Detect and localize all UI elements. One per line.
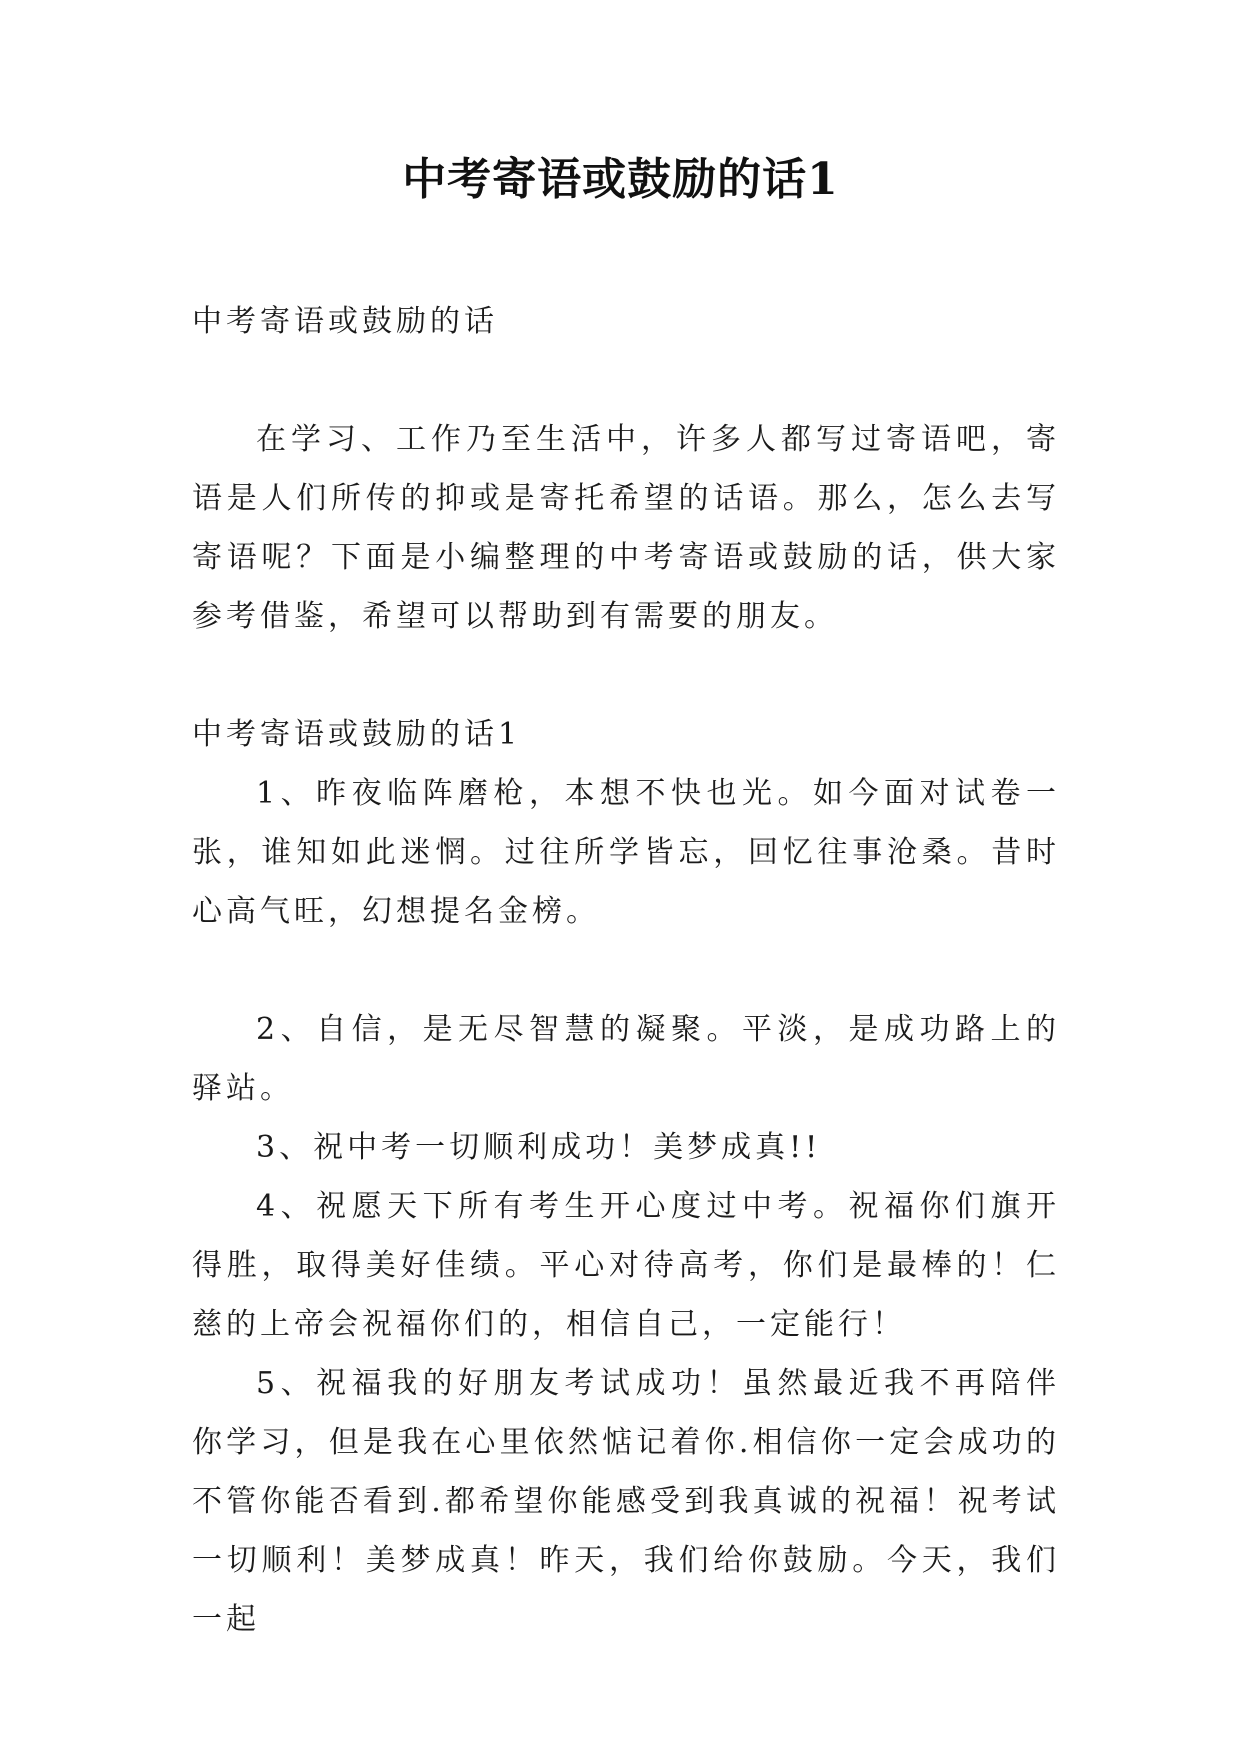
section-heading: 中考寄语或鼓励的话1	[192, 717, 522, 752]
spacer	[192, 646, 1060, 705]
list-item: 2、自信，是无尽智慧的凝聚。平淡，是成功路上的驿站。	[192, 1012, 1060, 1106]
list-item: 4、祝愿天下所有考生开心度过中考。祝福你们旗开得胜，取得美好佳绩。平心对待高考，你们是最棒的！仁慈的上帝会祝福你们的，相信自己，一定能行！	[192, 1189, 1060, 1342]
list-item: 3、祝中考一切顺利成功！美梦成真!!	[256, 1130, 822, 1165]
list-item: 5、祝福我的好朋友考试成功！虽然最近我不再陪伴你学习，但是我在心里依然惦记着你.相信你一定会成功的不管你能否看到.都希望你能感受到我真诚的祝福！祝考试一切顺利！美梦成真！昨天，我们给你鼓励。今天，我们一起	[192, 1366, 1060, 1637]
list-item: 1、昨夜临阵磨枪，本想不快也光。如今面对试卷一张，谁知如此迷惘。过往所学皆忘，回忆往事沧桑。昔时心高气旺，幻想提名金榜。	[192, 776, 1060, 929]
document-body	[192, 292, 1060, 1649]
subtitle: 中考寄语或鼓励的话	[192, 304, 498, 339]
intro-paragraph: 在学习、工作乃至生活中，许多人都写过寄语吧，寄语是人们所传的抑或是寄托希望的话语。那么，怎么去写寄语呢？下面是小编整理的中考寄语或鼓励的话，供大家参考借鉴，希望可以帮助到有需要的朋友。	[192, 422, 1060, 634]
spacer	[192, 351, 1060, 410]
document-title: 中考寄语或鼓励的话1	[402, 154, 839, 205]
spacer	[192, 941, 1060, 1000]
